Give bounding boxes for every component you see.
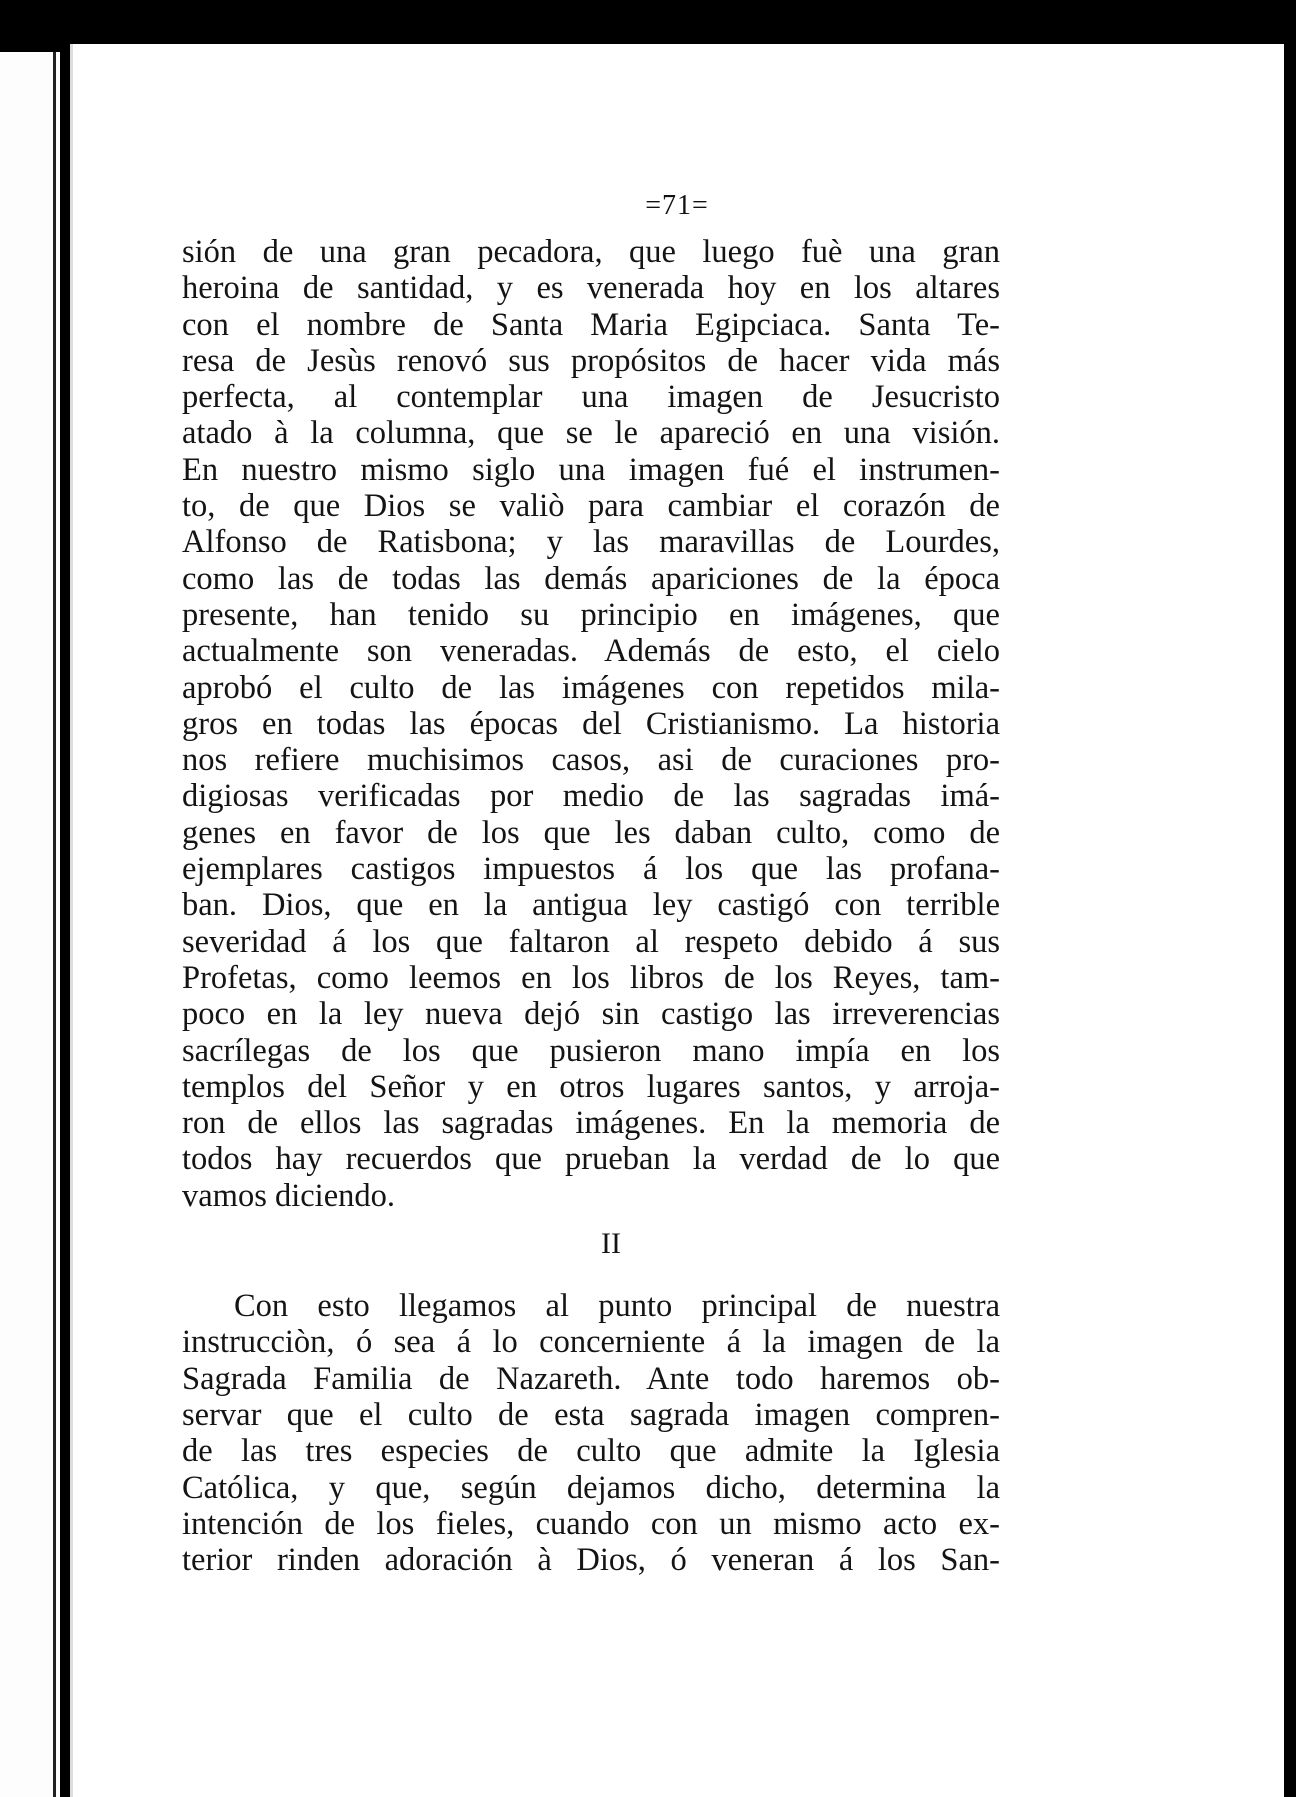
text-line: severidad á los que faltaron al respeto debido á sus [182,923,1000,960]
text-line: con el nombre de Santa Maria Egipciaca. Santa Te- [182,306,1000,343]
page-body [182,234,1000,1578]
text-line: genes en favor de los que les daban culto, como de [182,814,1000,851]
text-line: ban. Dios, que en la antigua ley castigó con terrible [182,887,1000,924]
text-line: terior rinden adoración à Dios, ó veneran á los San- [182,1542,1000,1579]
page-number: =71= [645,190,709,221]
text-line: poco en la ley nueva dejó sin castigo las irreverencias [182,996,1000,1033]
text-line: todos hay recuerdos que prueban la verdad de lo que [182,1141,1000,1178]
text-line: resa de Jesùs renovó sus propósitos de hacer vida más [182,342,1000,379]
text-line: Sagrada Familia de Nazareth. Ante todo haremos ob- [182,1360,1000,1397]
text-line: perfecta, al contemplar una imagen de Jesucristo [182,379,1000,416]
text-line: como las de todas las demás apariciones de la época [182,560,1000,597]
text-line: gros en todas las épocas del Cristianismo. La historia [182,705,1000,742]
text-line: sión de una gran pecadora, que luego fuè una gran [182,234,1000,270]
book-page [70,44,1284,1797]
text-line: heroina de santidad, y es venerada hoy en los altares [182,270,1000,307]
text-line: digiosas verificadas por medio de las sagradas imá- [182,778,1000,815]
text-line: actualmente son veneradas. Además de esto, el cielo [182,633,1000,670]
text-line: templos del Señor y en otros lugares santos, y arroja- [182,1068,1000,1105]
text-line: Alfonso de Ratisbona; y las maravillas de Lourdes, [182,524,1000,561]
text-line: sacrílegas de los que pusieron mano impía en los [182,1032,1000,1069]
text-line: to, de que Dios se valiò para cambiar el corazón de [182,488,1000,525]
text-line: Católica, y que, según dejamos dicho, determina la [182,1469,1000,1506]
previous-page-edge [0,52,60,1797]
text-line: ron de ellos las sagradas imágenes. En la memoria de [182,1105,1000,1142]
text-line: Con esto llegamos al punto principal de nuestra [234,1288,1000,1325]
section-heading: II [601,1227,621,1261]
text-line: vamos diciendo. [182,1177,396,1214]
text-line: aprobó el culto de las imágenes con repetidos mila- [182,669,1000,706]
text-line: atado à la columna, que se le apareció en una visión. [182,415,1000,452]
paragraph-2 [182,1288,1000,1578]
text-line: nos refiere muchisimos casos, asi de curaciones pro- [182,742,1000,779]
paragraph-1 [182,234,1000,1214]
text-line: En nuestro mismo siglo una imagen fué el instrumen- [182,451,1000,488]
text-line: instrucciòn, ó sea á lo concerniente á la imagen de la [182,1324,1000,1361]
text-line: de las tres especies de culto que admite la Iglesia [182,1433,1000,1470]
text-line: Profetas, como leemos en los libros de los Reyes, tam- [182,959,1000,996]
text-line: servar que el culto de esta sagrada imagen compren- [182,1396,1000,1433]
text-line: presente, han tenido su principio en imágenes, que [182,596,1000,633]
text-line: ejemplares castigos impuestos á los que las profana- [182,851,1000,888]
text-line: intención de los fieles, cuando con un mismo acto ex- [182,1505,1000,1542]
